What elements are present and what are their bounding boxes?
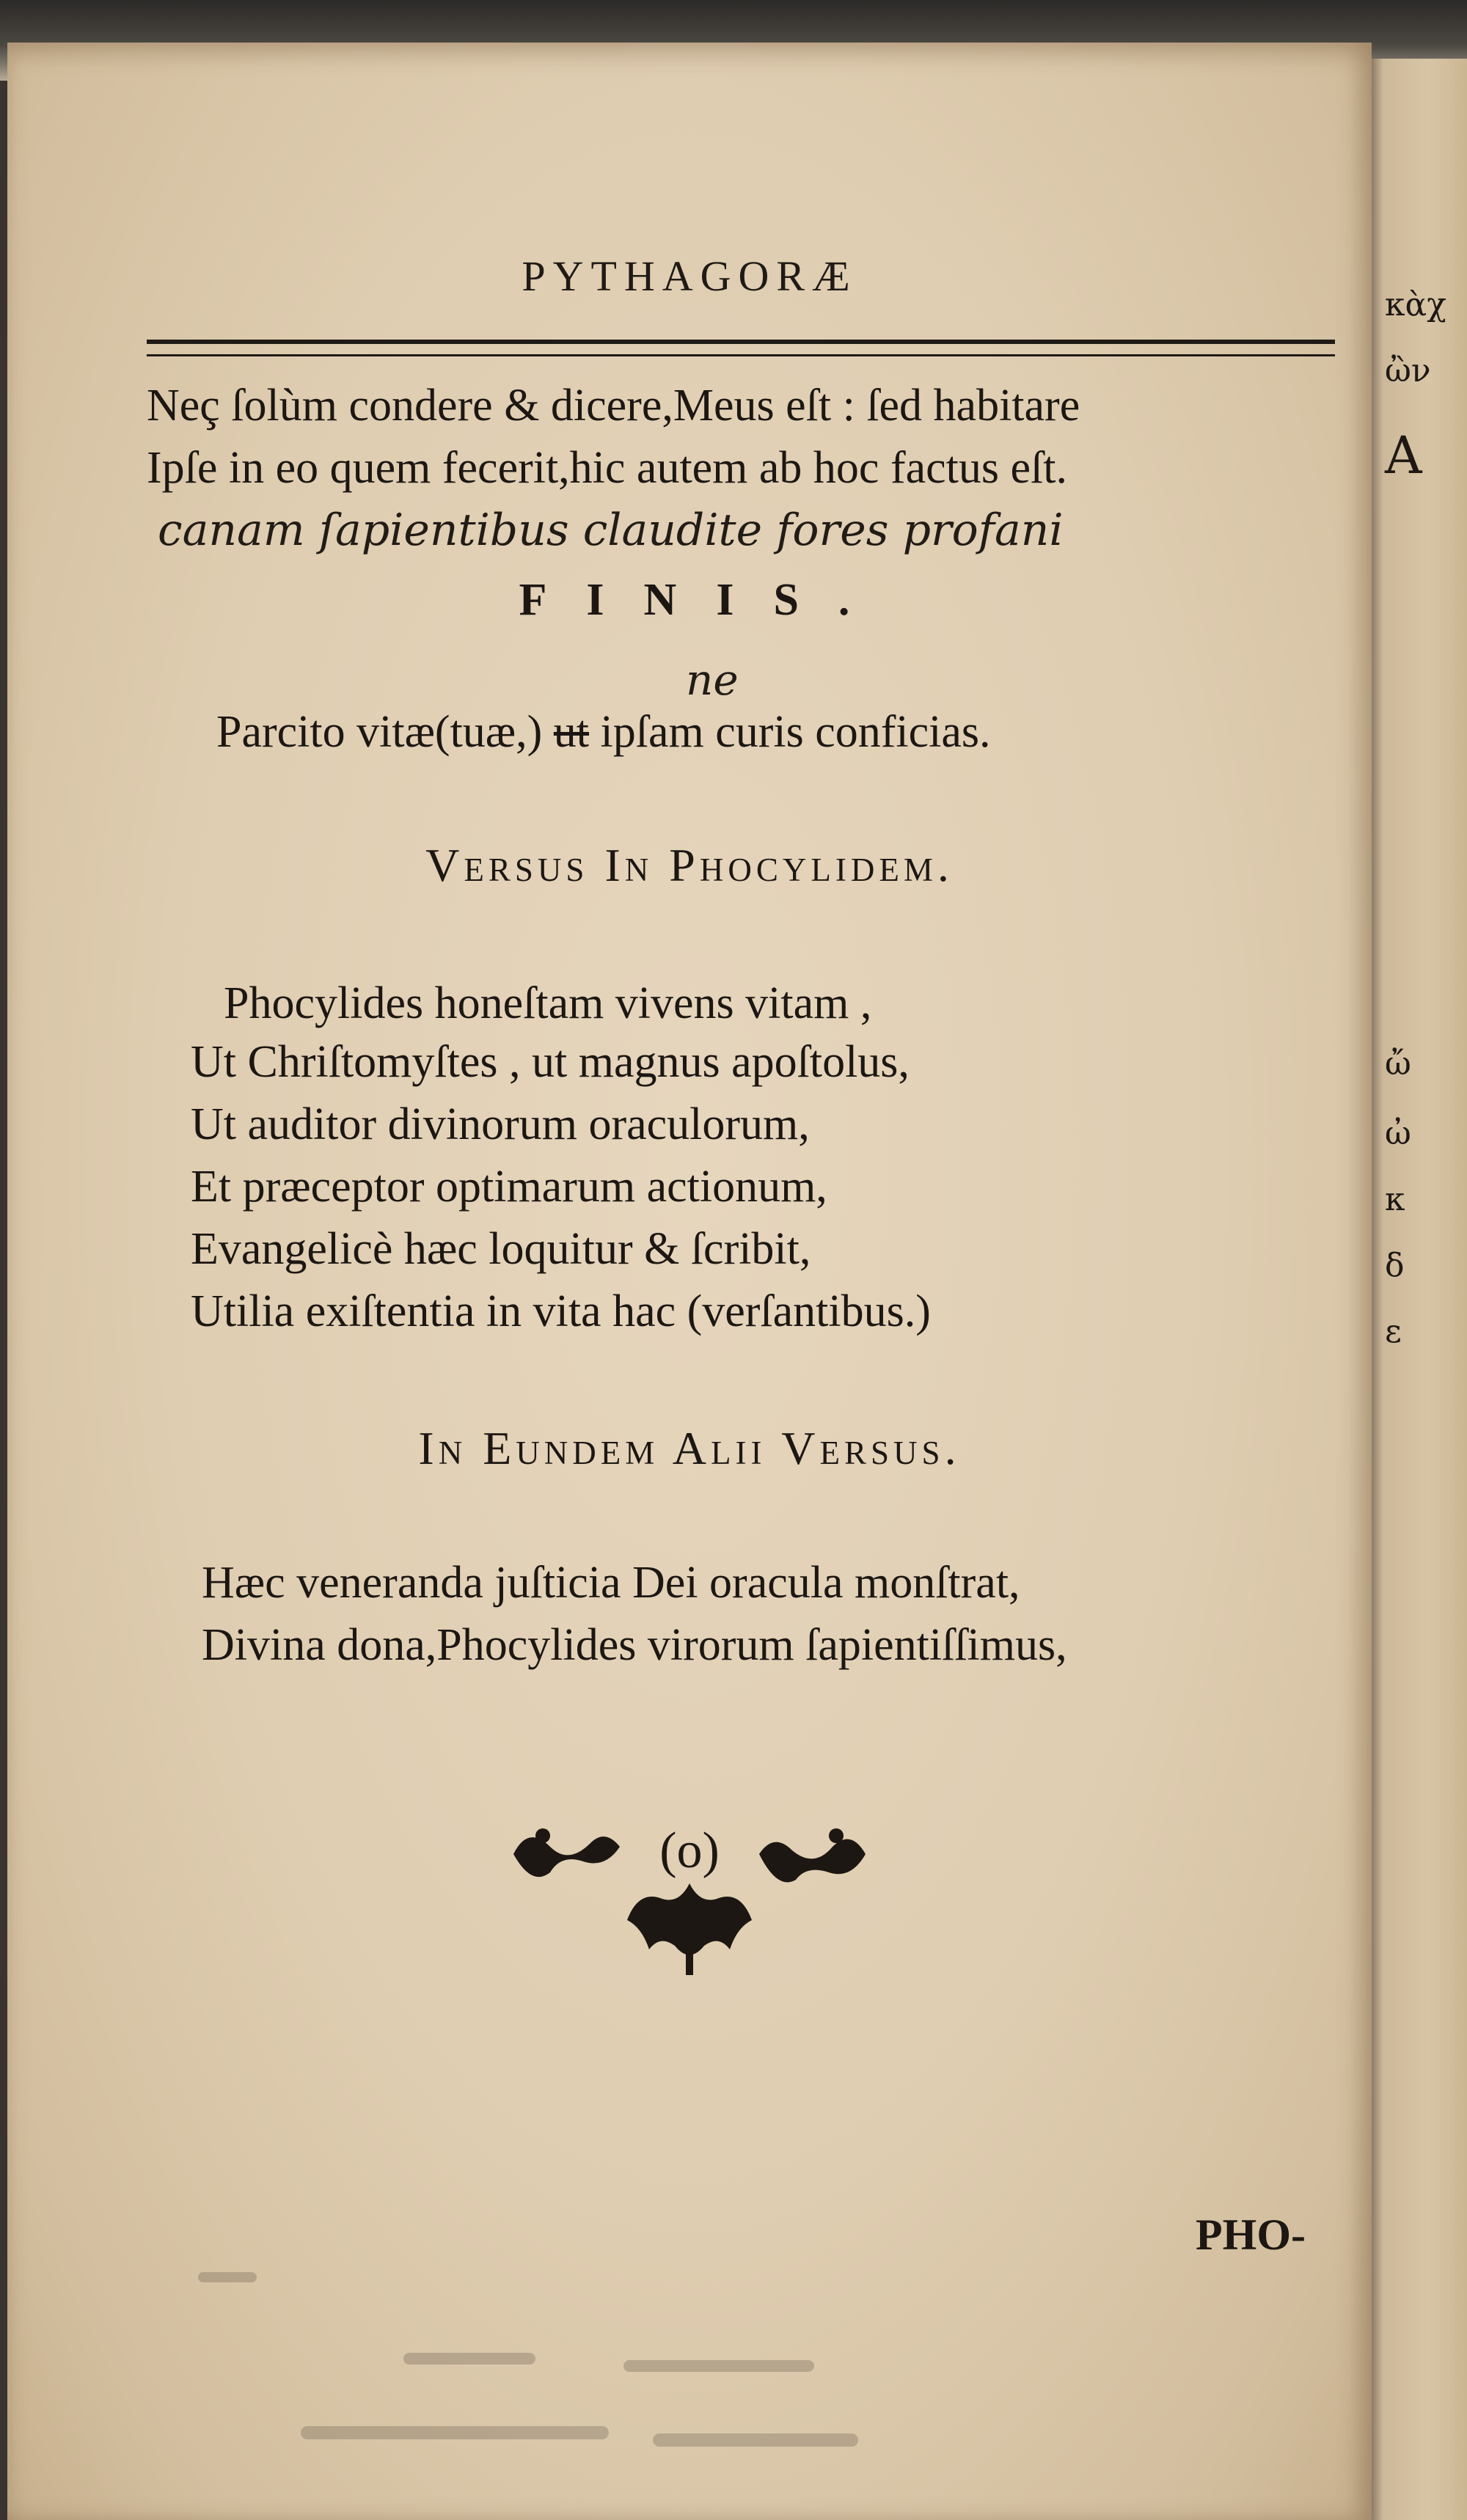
heading-in-eundem: In Eundem Alii Versus.	[418, 1422, 961, 1474]
running-head: PYTHAGORÆ	[522, 252, 857, 300]
verse-line-3: Ut auditor divinorum oraculorum,	[191, 1099, 810, 1149]
facing-fragment-7: δ	[1385, 1247, 1405, 1284]
double-rule	[147, 340, 1335, 356]
verse2-line-2: Divina dona,Phocylides virorum ſapientiſſimus,	[202, 1620, 1067, 1670]
ornament-flourish-icon	[499, 1795, 880, 1986]
verse-line-2: Ut Chriſtomyſtes , ut magnus apoſtolus,	[191, 1037, 910, 1087]
show-through-bleed	[169, 2257, 1122, 2477]
heading-versus-in-phocylidem: Versus In Phocylidem.	[425, 839, 954, 891]
verse-line-6: Utilia exiſtentia in vita hac (verſantibus.)	[191, 1286, 931, 1336]
printers-ornament	[7, 1795, 1372, 1990]
facing-fragment-8: ε	[1385, 1313, 1402, 1350]
parcito-text-a: Parcito vitæ(tuæ,)	[216, 707, 543, 757]
handwritten-annotation: canam ſapientibus claudite fores profani	[158, 505, 1064, 556]
book-page	[7, 43, 1372, 2520]
parcito-line	[216, 706, 1467, 758]
verse-line-1: Phocylides honeſtam vivens vitam ,	[224, 978, 872, 1028]
facing-fragment-6: κ	[1385, 1181, 1405, 1218]
facing-fragment-2: ὢν	[1385, 352, 1431, 389]
facing-fragment-5: ὠ	[1385, 1115, 1411, 1152]
text-line-2: Ipſe in eo quem fecerit,hic autem ab hoc factus eſt.	[147, 443, 1067, 493]
ornament-text: (o)	[659, 1823, 720, 1879]
text-line-1: Neç ſolùm condere & dicere,Meus eſt : ſed habitare	[147, 381, 1080, 431]
interlinear-correction: ne	[686, 655, 739, 705]
parcito-text-b: ipſam curis conficias.	[600, 707, 991, 757]
verse-line-5: Evangelicè hæc loquitur & ſcribit,	[191, 1224, 811, 1274]
facing-fragment-1: κὰχ	[1385, 286, 1446, 323]
finis-heading: FINIS.	[519, 575, 890, 625]
catchword: PHO-	[1196, 2211, 1306, 2259]
struck-word: ut	[553, 707, 590, 757]
verse2-line-1: Hæc veneranda juſticia Dei oracula monſtrat,	[202, 1558, 1020, 1608]
facing-fragment-4: ὤ	[1385, 1045, 1411, 1083]
facing-fragment-3: Α	[1385, 425, 1422, 486]
verse-line-4: Et præceptor optimarum actionum,	[191, 1162, 827, 1212]
facing-page-edge	[1372, 59, 1467, 2520]
